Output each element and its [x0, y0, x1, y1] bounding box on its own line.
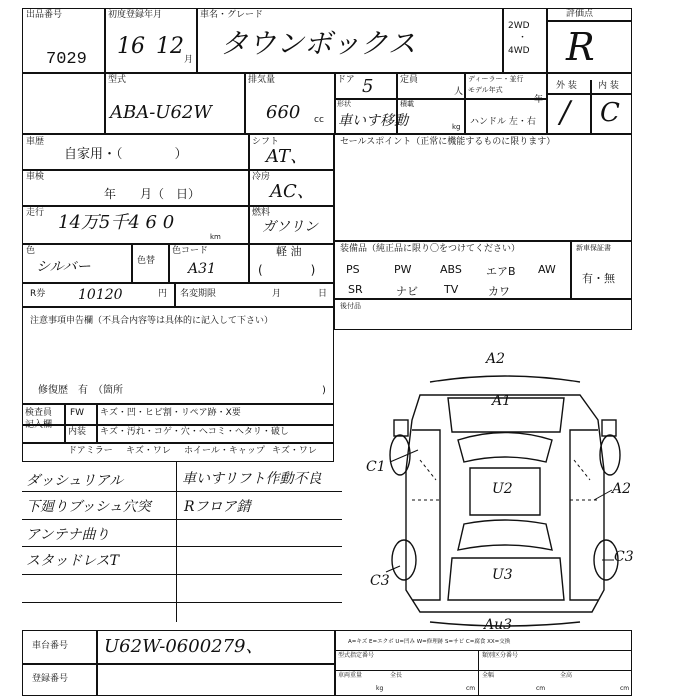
drive-dot: ・: [518, 33, 528, 43]
ac-label: 冷房: [252, 172, 271, 182]
mark-au3: Au3: [484, 617, 513, 633]
drive-4wd: 4WD: [508, 46, 530, 56]
model-value: ABA-U62W: [110, 102, 212, 123]
fuel-value: ガソリン: [262, 219, 318, 235]
small-label-2: 類別区分番号: [482, 652, 519, 659]
rating-value: R: [566, 25, 595, 69]
chassis-value: U62W-0600279、: [104, 636, 264, 657]
wheel-label: ホイール・キャップ: [184, 446, 265, 456]
legend-text: A=キズ E=エクボ U=凹み W=修理跡 S=サビ C=腐食 XX=交換: [348, 639, 511, 645]
first-reg-label: 初度登録年月: [108, 10, 163, 20]
first-reg-year: 16: [117, 34, 145, 59]
capacity-unit: 人: [454, 87, 464, 97]
fw-label: FW: [70, 408, 85, 418]
comment-left-1: ダッシュリアル: [26, 473, 124, 489]
comment-left-4: スタッドレスT: [26, 553, 119, 569]
ac-value: AC、: [270, 181, 315, 202]
first-reg-month-unit: 月: [184, 55, 194, 65]
exterior-label: 外 装: [556, 81, 577, 91]
color-value: シルバー: [36, 259, 91, 275]
chassis-label: 車台番号: [32, 641, 69, 651]
doors-label: ドア: [337, 75, 355, 85]
mark-c3-right: C3: [614, 549, 634, 565]
equip-ps: PS: [346, 263, 360, 276]
small-unit-1: kg: [376, 685, 384, 692]
mark-a2-front: A2: [486, 351, 506, 367]
small-unit-3: cm: [536, 685, 546, 692]
wheel-items: キズ・ワレ: [272, 446, 317, 456]
inspection-label: 車検: [26, 172, 45, 182]
mirror-items: キズ・ワレ: [126, 446, 171, 456]
displacement-value: 660: [266, 102, 301, 123]
history-value: 自家用・（ ）: [64, 147, 188, 162]
small-label-5: 全幅: [482, 672, 495, 679]
load-label: 積載: [400, 100, 414, 108]
title-change-label: 名変期限: [180, 289, 217, 299]
small-unit-2: cm: [466, 685, 476, 692]
mileage-value: 14万5千4 6 0: [58, 212, 175, 233]
interior-value: C: [600, 98, 620, 128]
dealer-label: ディーラー・並行: [468, 75, 524, 83]
notes-title: 注意事項申告欄（不具合内容等は具体的に記入して下さい）: [30, 316, 274, 326]
small-label-4: 全長: [390, 672, 403, 679]
model-label: 型式: [108, 75, 127, 85]
mark-u3: U3: [492, 567, 513, 583]
post-install-label: 後付品: [340, 302, 361, 310]
warranty-value: 有・無: [582, 272, 615, 285]
title-change-unit: 月: [272, 289, 282, 299]
first-reg-month: 12: [156, 34, 184, 59]
mirror-label: ドアミラー: [68, 446, 113, 456]
color-label: 色: [26, 246, 36, 256]
small-label-6: 全高: [560, 672, 573, 679]
recycle-value: 10120: [78, 287, 123, 303]
displacement-label: 排気量: [248, 75, 276, 85]
history-label: 車歴: [26, 137, 45, 147]
mileage-label: 走行: [26, 208, 45, 218]
equip-tv: TV: [444, 283, 459, 296]
mark-u2: U2: [492, 481, 513, 497]
fuel-paren: ( ): [258, 263, 316, 277]
equip-navi: ナビ: [396, 285, 418, 298]
mark-a1: A1: [492, 393, 512, 409]
mark-a2-side: A2: [612, 481, 632, 497]
doors-value: 5: [362, 76, 374, 97]
handle-label: ハンドル 左・右: [470, 117, 536, 127]
interior-label: 内 装: [598, 81, 619, 91]
lot-label: 出品番号: [26, 10, 63, 20]
fuel-diesel: 軽 油: [276, 245, 302, 258]
small-label-1: 型式指定番号: [338, 652, 375, 659]
small-label-3: 車両重量: [338, 672, 363, 679]
title-change-day: 日: [318, 289, 328, 299]
mark-c1: C1: [366, 459, 386, 475]
name-grade-label: 車名・グレード: [200, 10, 264, 20]
lot-value: 7029: [46, 50, 87, 69]
equip-pw: PW: [394, 263, 412, 276]
drive-2wd: 2WD: [508, 21, 530, 31]
capacity-label: 定員: [400, 75, 419, 85]
equip-airbag: エアB: [486, 265, 516, 278]
rating-label: 評価点: [566, 9, 594, 19]
color-code-value: A31: [188, 261, 216, 277]
load-unit: kg: [452, 123, 461, 131]
fuel-label: 燃料: [252, 208, 271, 218]
mileage-unit: km: [210, 233, 221, 241]
interior-row-label: 内装: [68, 427, 87, 437]
comment-left-3: アンテナ曲り: [26, 527, 110, 543]
repair-close: ): [322, 385, 326, 396]
inspection-value: 年 月（ 日）: [104, 187, 201, 201]
shift-label: シフト: [252, 137, 280, 147]
inspector-label-1: 検査員: [25, 408, 53, 418]
equip-sr: SR: [348, 283, 363, 296]
repair-label: 修復歴 有 （箇所: [38, 385, 123, 396]
comment-right-2: Rフロア錆: [184, 499, 251, 515]
exterior-value: /: [560, 95, 571, 130]
color-change-label: 色替: [137, 256, 156, 266]
shift-value: AT、: [266, 146, 309, 167]
color-code-label: 色コード: [172, 246, 209, 256]
equip-abs: ABS: [440, 263, 462, 276]
recycle-unit: 円: [158, 289, 168, 299]
recycle-label: R券: [30, 289, 46, 299]
comment-right-1: 車いすリフト作動不良: [182, 471, 322, 487]
fw-items: キズ・凹・ヒビ割・リペア跡・X要: [100, 408, 241, 418]
equip-aw: AW: [538, 263, 556, 276]
equipment-label: 装備品（純正品に限り〇をつけてください）: [340, 244, 521, 254]
inspector-label-2: 記入欄: [25, 420, 53, 430]
mark-c3-left: C3: [370, 573, 390, 589]
sales-point-label: セールスポイント（正常に機能するものに限ります）: [340, 137, 556, 147]
plate-label: 登録番号: [32, 674, 69, 684]
shape-label: 形状: [337, 100, 351, 108]
equip-leather: カワ: [488, 285, 510, 298]
displacement-unit: cc: [314, 115, 324, 125]
small-unit-4: cm: [620, 685, 630, 692]
interior-items: キズ・汚れ・コゲ・穴・ヘコミ・へタリ・破し: [100, 427, 289, 437]
new-car-warranty-label: 新車保証書: [576, 244, 611, 252]
car-name-value: タウンボックス: [220, 27, 416, 60]
model-year-label: モデル年式: [468, 86, 503, 94]
comment-left-2: 下廻りブッシュ穴突: [26, 499, 151, 515]
shape-value: 車いす移動: [338, 113, 408, 129]
model-year-unit: 年: [534, 95, 544, 105]
